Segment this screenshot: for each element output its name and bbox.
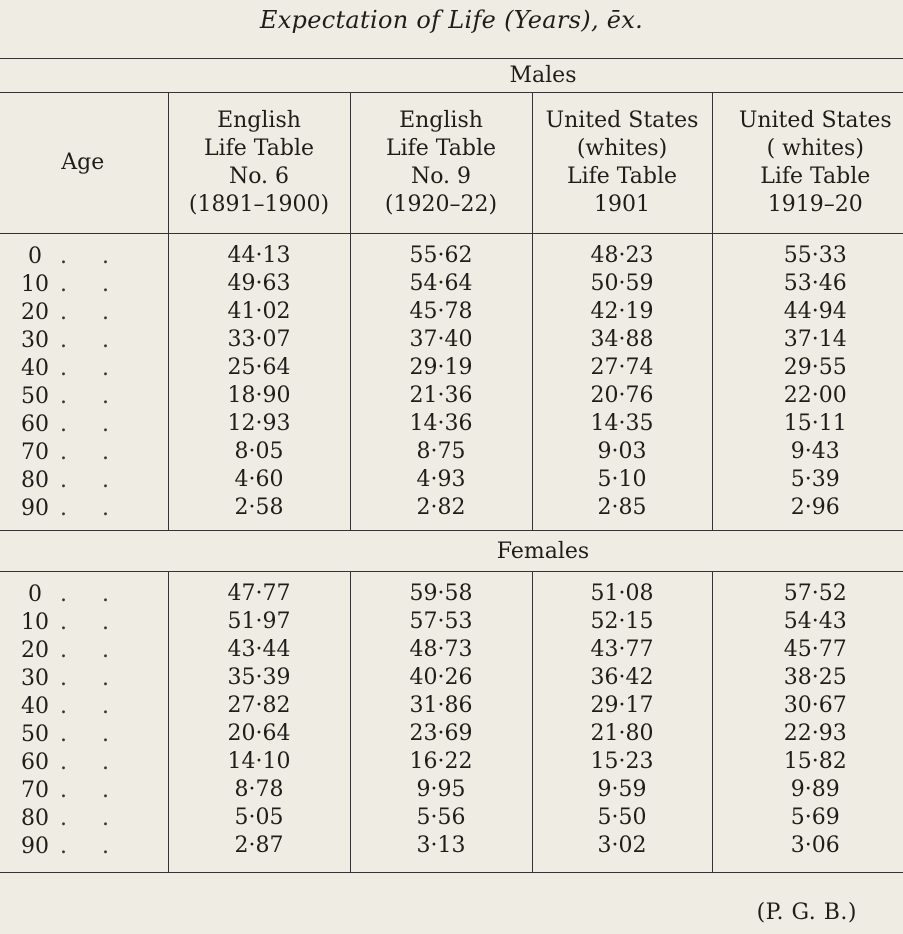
column-header-english-9: English Life Table No. 9 (1920–22) bbox=[350, 93, 532, 234]
leader-dots: . . bbox=[60, 833, 123, 859]
leader-dots: . . bbox=[60, 495, 123, 521]
life-expectancy-value: 27·82 bbox=[168, 692, 350, 720]
life-expectancy-value: 3·13 bbox=[350, 832, 532, 860]
age-cell bbox=[0, 804, 168, 832]
age-cell bbox=[0, 354, 168, 382]
males-table-row bbox=[0, 410, 903, 438]
age-cell bbox=[0, 410, 168, 438]
life-expectancy-value: 44·13 bbox=[168, 242, 350, 270]
section-gap bbox=[0, 234, 903, 243]
life-expectancy-value: 50·59 bbox=[532, 270, 712, 298]
life-expectancy-value: 15·82 bbox=[712, 748, 903, 776]
leader-dots: . . bbox=[60, 637, 123, 663]
life-expectancy-value: 9·89 bbox=[712, 776, 903, 804]
age-cell bbox=[0, 748, 168, 776]
leader-dots: . . bbox=[60, 299, 123, 325]
males-table-row bbox=[0, 270, 903, 298]
life-expectancy-value: 20·76 bbox=[532, 382, 712, 410]
age-value: 40 bbox=[21, 355, 49, 381]
column-header-us-1919: United States ( whites) Life Table 1919–20 bbox=[712, 93, 903, 234]
leader-dots: . . bbox=[60, 665, 123, 691]
life-expectancy-value: 43·77 bbox=[532, 636, 712, 664]
females-spacer bbox=[0, 531, 168, 572]
life-expectancy-value: 8·05 bbox=[168, 438, 350, 466]
life-expectancy-value: 14·35 bbox=[532, 410, 712, 438]
life-expectancy-value: 40·26 bbox=[350, 664, 532, 692]
age-value: 50 bbox=[21, 383, 49, 409]
leader-dots: . . bbox=[60, 411, 123, 437]
column-header-english-6: English Life Table No. 6 (1891–1900) bbox=[168, 93, 350, 234]
age-cell bbox=[0, 692, 168, 720]
table-bottom-rule bbox=[0, 860, 903, 873]
females-table-row bbox=[0, 580, 903, 608]
age-column-header: Age bbox=[0, 93, 168, 234]
life-expectancy-value: 52·15 bbox=[532, 608, 712, 636]
age-cell bbox=[0, 776, 168, 804]
leader-dots: . . bbox=[60, 327, 123, 353]
life-expectancy-value: 14·10 bbox=[168, 748, 350, 776]
life-expectancy-value: 44·94 bbox=[712, 298, 903, 326]
life-expectancy-value: 22·93 bbox=[712, 720, 903, 748]
life-expectancy-value: 23·69 bbox=[350, 720, 532, 748]
age-value: 20 bbox=[21, 637, 49, 663]
males-table-row bbox=[0, 326, 903, 354]
leader-dots: . . bbox=[60, 383, 123, 409]
leader-dots: . . bbox=[60, 721, 123, 747]
section-gap bbox=[0, 522, 903, 531]
life-expectancy-value: 45·78 bbox=[350, 298, 532, 326]
leader-dots: . . bbox=[60, 777, 123, 803]
age-value: 80 bbox=[21, 467, 49, 493]
life-expectancy-value: 45·77 bbox=[712, 636, 903, 664]
age-cell bbox=[0, 466, 168, 494]
leader-dots: . . bbox=[60, 805, 123, 831]
life-expectancy-value: 37·40 bbox=[350, 326, 532, 354]
life-expectancy-value: 2·85 bbox=[532, 494, 712, 522]
life-expectancy-value: 31·86 bbox=[350, 692, 532, 720]
life-expectancy-value: 4·93 bbox=[350, 466, 532, 494]
life-expectancy-value: 53·46 bbox=[712, 270, 903, 298]
age-value: 10 bbox=[21, 609, 49, 635]
life-expectancy-value: 34·88 bbox=[532, 326, 712, 354]
life-expectancy-value: 3·06 bbox=[712, 832, 903, 860]
females-table-row bbox=[0, 832, 903, 860]
age-cell bbox=[0, 636, 168, 664]
life-expectancy-value: 49·63 bbox=[168, 270, 350, 298]
life-expectancy-value: 22·00 bbox=[712, 382, 903, 410]
life-expectancy-value: 43·44 bbox=[168, 636, 350, 664]
life-expectancy-value: 47·77 bbox=[168, 580, 350, 608]
life-expectancy-value: 29·55 bbox=[712, 354, 903, 382]
life-expectancy-value: 5·05 bbox=[168, 804, 350, 832]
life-expectancy-value: 59·58 bbox=[350, 580, 532, 608]
life-expectancy-value: 5·10 bbox=[532, 466, 712, 494]
females-label: Females bbox=[168, 531, 903, 572]
females-table-row bbox=[0, 608, 903, 636]
leader-dots: . . bbox=[60, 243, 123, 269]
life-expectancy-value: 48·73 bbox=[350, 636, 532, 664]
life-expectancy-value: 51·97 bbox=[168, 608, 350, 636]
life-expectancy-value: 35·39 bbox=[168, 664, 350, 692]
life-expectancy-value: 21·36 bbox=[350, 382, 532, 410]
life-expectancy-value: 14·36 bbox=[350, 410, 532, 438]
life-expectancy-value: 51·08 bbox=[532, 580, 712, 608]
females-table-row bbox=[0, 776, 903, 804]
males-table-row bbox=[0, 242, 903, 270]
life-expectancy-value: 55·62 bbox=[350, 242, 532, 270]
leader-dots: . . bbox=[60, 581, 123, 607]
age-value: 20 bbox=[21, 299, 49, 325]
males-table-row bbox=[0, 298, 903, 326]
life-expectancy-value: 29·19 bbox=[350, 354, 532, 382]
life-expectancy-value: 36·42 bbox=[532, 664, 712, 692]
age-value: 90 bbox=[21, 495, 49, 521]
males-table-row bbox=[0, 438, 903, 466]
table-title: Expectation of Life (Years), ēx. bbox=[259, 6, 644, 34]
life-expectancy-value: 16·22 bbox=[350, 748, 532, 776]
life-expectancy-value: 18·90 bbox=[168, 382, 350, 410]
life-expectancy-value: 8·75 bbox=[350, 438, 532, 466]
age-cell bbox=[0, 326, 168, 354]
leader-dots: . . bbox=[60, 609, 123, 635]
leader-dots: . . bbox=[60, 355, 123, 381]
life-expectancy-value: 5·56 bbox=[350, 804, 532, 832]
age-value: 40 bbox=[21, 693, 49, 719]
life-expectancy-value: 8·78 bbox=[168, 776, 350, 804]
females-table-row bbox=[0, 748, 903, 776]
life-expectancy-table bbox=[0, 58, 903, 873]
life-expectancy-value: 2·82 bbox=[350, 494, 532, 522]
life-expectancy-value: 15·23 bbox=[532, 748, 712, 776]
life-expectancy-value: 4·60 bbox=[168, 466, 350, 494]
age-cell bbox=[0, 494, 168, 522]
life-expectancy-value: 54·43 bbox=[712, 608, 903, 636]
age-cell bbox=[0, 438, 168, 466]
age-value: 30 bbox=[21, 665, 49, 691]
males-table-row bbox=[0, 494, 903, 522]
leader-dots: . . bbox=[60, 749, 123, 775]
life-expectancy-value: 5·50 bbox=[532, 804, 712, 832]
life-expectancy-value: 42·19 bbox=[532, 298, 712, 326]
life-expectancy-value: 27·74 bbox=[532, 354, 712, 382]
life-expectancy-value: 37·14 bbox=[712, 326, 903, 354]
author-initials: (P. G. B.) bbox=[756, 900, 857, 925]
age-cell bbox=[0, 242, 168, 270]
males-table-row bbox=[0, 354, 903, 382]
age-value: 60 bbox=[21, 411, 49, 437]
life-expectancy-value: 20·64 bbox=[168, 720, 350, 748]
age-value: 80 bbox=[21, 805, 49, 831]
life-expectancy-value: 38·25 bbox=[712, 664, 903, 692]
life-expectancy-value: 3·02 bbox=[532, 832, 712, 860]
age-cell bbox=[0, 720, 168, 748]
life-expectancy-value: 54·64 bbox=[350, 270, 532, 298]
age-cell bbox=[0, 580, 168, 608]
life-expectancy-value: 33·07 bbox=[168, 326, 350, 354]
age-value: 10 bbox=[21, 271, 49, 297]
life-expectancy-value: 2·87 bbox=[168, 832, 350, 860]
life-expectancy-value: 55·33 bbox=[712, 242, 903, 270]
age-value: 0 bbox=[28, 243, 42, 269]
age-value: 90 bbox=[21, 833, 49, 859]
females-table-row bbox=[0, 636, 903, 664]
age-value: 50 bbox=[21, 721, 49, 747]
life-expectancy-value: 41·02 bbox=[168, 298, 350, 326]
life-expectancy-value: 30·67 bbox=[712, 692, 903, 720]
age-value: 0 bbox=[28, 581, 42, 607]
females-table-row bbox=[0, 692, 903, 720]
life-expectancy-value: 57·53 bbox=[350, 608, 532, 636]
life-expectancy-value: 2·96 bbox=[712, 494, 903, 522]
age-value: 60 bbox=[21, 749, 49, 775]
life-expectancy-value: 15·11 bbox=[712, 410, 903, 438]
females-table-row bbox=[0, 804, 903, 832]
males-table-row bbox=[0, 466, 903, 494]
life-expectancy-value: 5·39 bbox=[712, 466, 903, 494]
life-expectancy-value: 25·64 bbox=[168, 354, 350, 382]
age-cell bbox=[0, 382, 168, 410]
column-header-us-1901: United States (whites) Life Table 1901 bbox=[532, 93, 712, 234]
age-cell bbox=[0, 832, 168, 860]
age-value: 30 bbox=[21, 327, 49, 353]
age-cell bbox=[0, 664, 168, 692]
life-expectancy-value: 5·69 bbox=[712, 804, 903, 832]
leader-dots: . . bbox=[60, 271, 123, 297]
leader-dots: . . bbox=[60, 439, 123, 465]
life-expectancy-value: 12·93 bbox=[168, 410, 350, 438]
females-table-row bbox=[0, 664, 903, 692]
age-cell bbox=[0, 608, 168, 636]
life-expectancy-value: 48·23 bbox=[532, 242, 712, 270]
males-label: Males bbox=[509, 63, 577, 88]
life-expectancy-value: 9·43 bbox=[712, 438, 903, 466]
females-table-row bbox=[0, 720, 903, 748]
life-expectancy-value: 9·59 bbox=[532, 776, 712, 804]
age-value: 70 bbox=[21, 439, 49, 465]
age-cell bbox=[0, 270, 168, 298]
life-expectancy-value: 9·03 bbox=[532, 438, 712, 466]
males-table-row bbox=[0, 382, 903, 410]
section-gap bbox=[0, 572, 903, 581]
females-header-row bbox=[0, 531, 903, 572]
life-expectancy-value: 57·52 bbox=[712, 580, 903, 608]
leader-dots: . . bbox=[60, 693, 123, 719]
age-value: 70 bbox=[21, 777, 49, 803]
age-header-spacer bbox=[0, 59, 168, 93]
life-expectancy-value: 21·80 bbox=[532, 720, 712, 748]
age-cell bbox=[0, 298, 168, 326]
life-expectancy-value: 29·17 bbox=[532, 692, 712, 720]
leader-dots: . . bbox=[60, 467, 123, 493]
life-expectancy-value: 2·58 bbox=[168, 494, 350, 522]
life-expectancy-value: 9·95 bbox=[350, 776, 532, 804]
